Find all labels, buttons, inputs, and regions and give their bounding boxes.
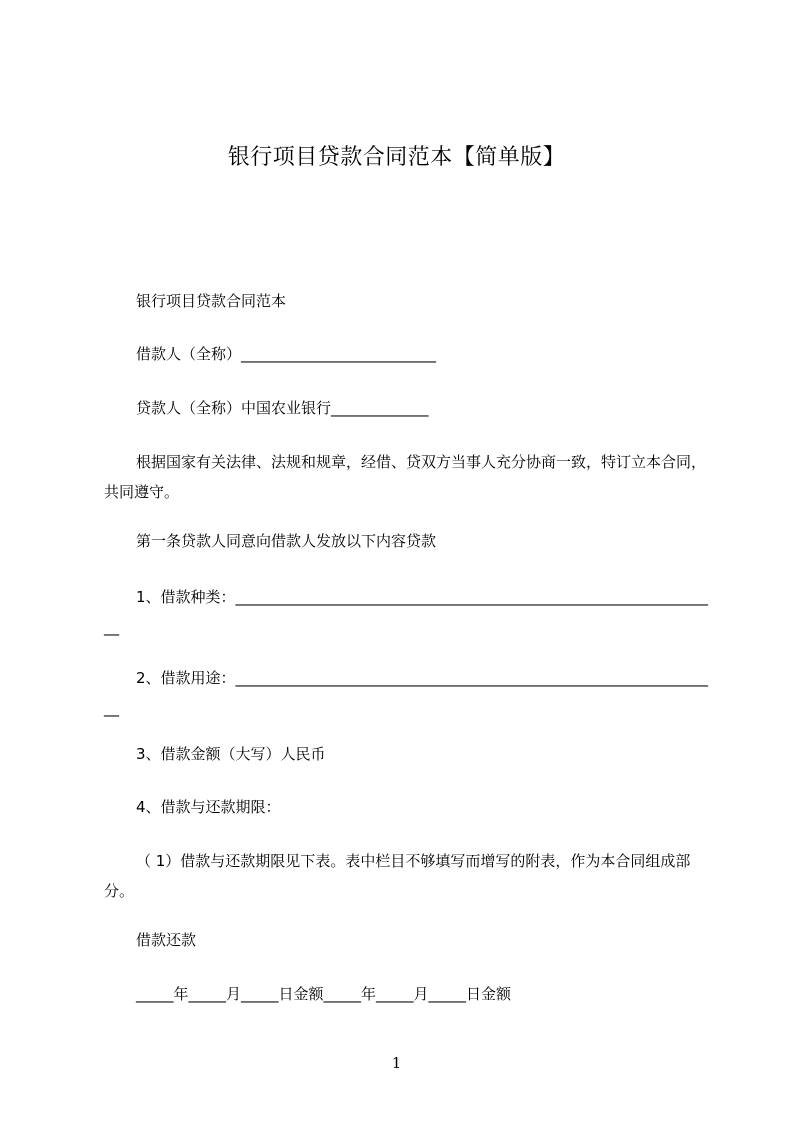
lender-line: 贷款人（全称）中国农业银行_____________ — [136, 399, 429, 417]
date-amount-line: _____年_____月_____日金额_____年_____月_____日金额 — [136, 985, 512, 1003]
loan-term-paragraph: （ 1）借款与还款期限见下表。表中栏目不够填写而增写的附表，作为本合同组成部分。 — [104, 852, 691, 900]
preamble-paragraph: 根据国家有关法律、法规和规章，经借、贷双方当事人充分协商一致，特订立本合同，共同遵守。 — [104, 453, 707, 501]
article-1-heading: 第一条贷款人同意向借款人发放以下内容贷款 — [136, 532, 437, 550]
borrower-line: 借款人（全称）__________________________ — [136, 345, 437, 363]
document-title: 银行项目贷款合同范本【简单版】 — [227, 145, 566, 170]
page-number: 1 — [391, 1054, 402, 1072]
loan-type-line: 1、借款种类：_________________________________________________________________ — [104, 588, 709, 636]
table-header-line: 借款还款 — [136, 931, 197, 949]
loan-purpose-line: 2、借款用途：_________________________________________________________________ — [104, 669, 709, 717]
subtitle-paragraph: 银行项目贷款合同范本 — [136, 292, 287, 310]
loan-term-heading: 4、借款与还款期限： — [136, 798, 281, 816]
loan-amount-line: 3、借款金额（大写）人民币 — [136, 745, 326, 763]
